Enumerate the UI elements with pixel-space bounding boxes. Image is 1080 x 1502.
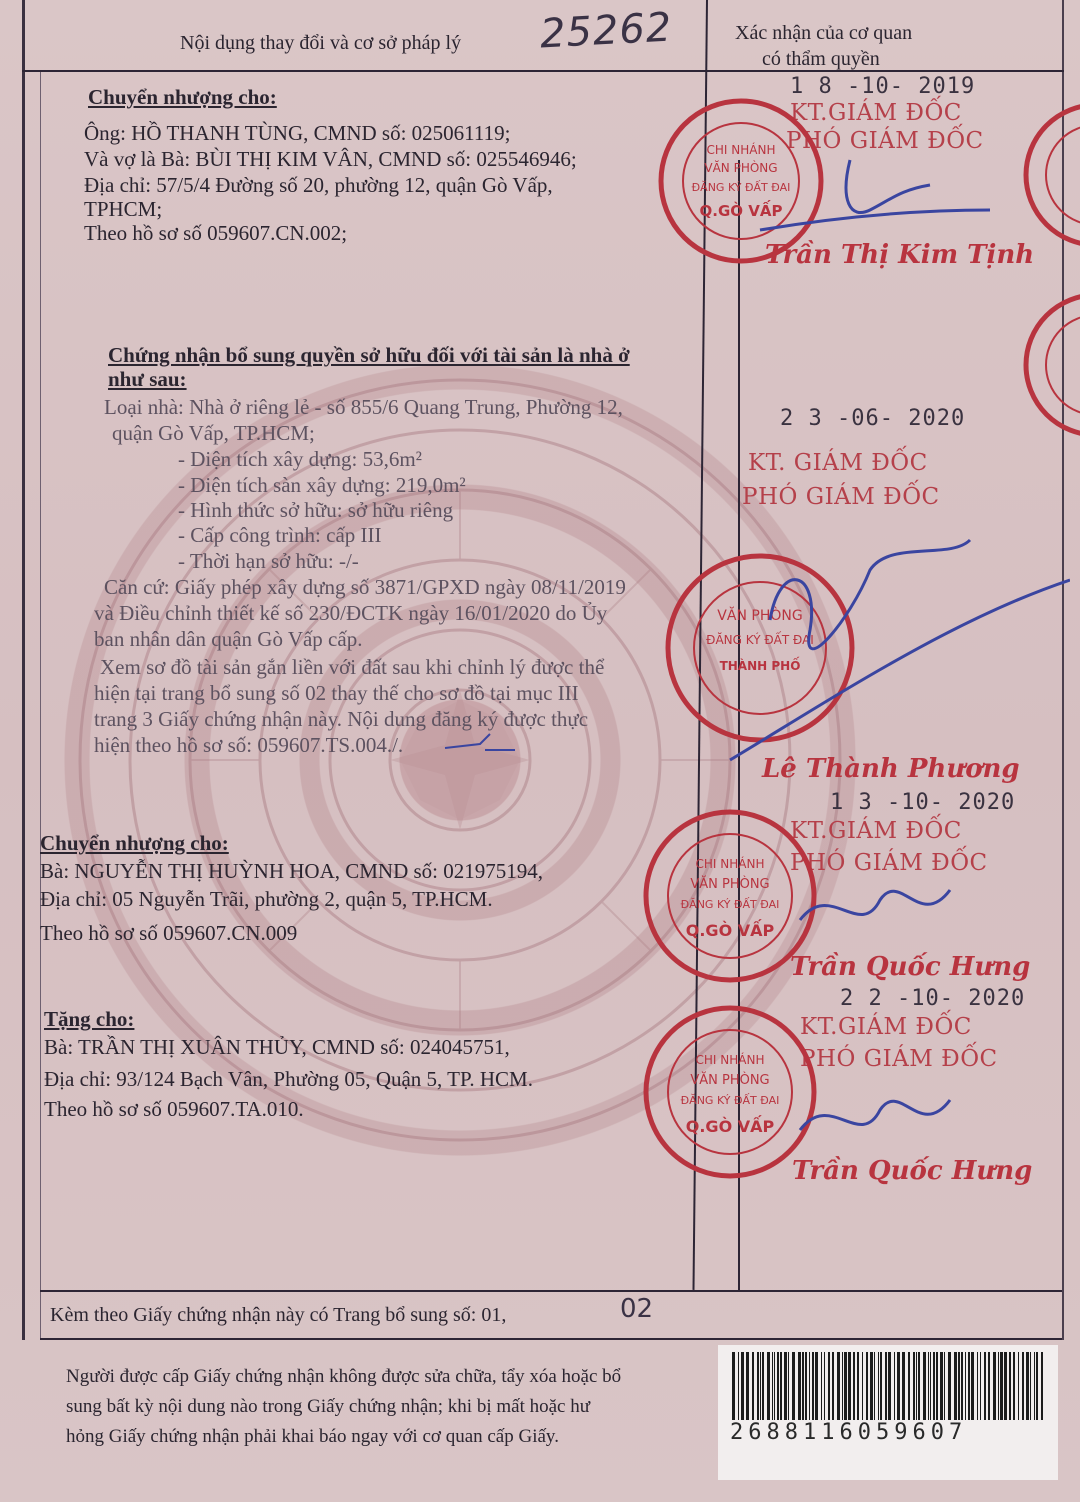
barcode-bar <box>961 1352 963 1420</box>
barcode-bar <box>760 1352 761 1420</box>
barcode-bar <box>988 1352 990 1420</box>
entry2-line7: - Thời hạn sở hữu: -/- <box>178 549 359 573</box>
barcode-bar <box>844 1352 847 1420</box>
barcode-bar <box>888 1352 891 1420</box>
entry2-line2: quận Gò Vấp, TP.HCM; <box>112 421 315 445</box>
barcode-bar <box>762 1352 764 1420</box>
entry2-line9: và Điều chỉnh thiết kế số 230/ĐCTK ngày 16/01/2020 do Ủy <box>94 601 608 625</box>
entry1-line4: TPHCM; <box>84 197 163 221</box>
entry1-title2: PHÓ GIÁM ĐỐC <box>786 128 984 154</box>
entry2-line8: Căn cứ: Giấy phép xây dựng số 3871/GPXD ngày 08/11/2019 <box>104 575 626 599</box>
barcode-bar <box>958 1352 960 1420</box>
attachment-note: Kèm theo Giấy chứng nhận này có Trang bổ sung số: 01, <box>50 1304 507 1326</box>
warning-line3: hỏng Giấy chứng nhận phải khai báo ngay với cơ quan cấp Giấy. <box>66 1426 559 1447</box>
entry3-heading: Chuyển nhượng cho: <box>40 831 229 855</box>
barcode-bar <box>746 1352 749 1420</box>
entry2-line13: trang 3 Giấy chứng nhận này. Nội dung đăng ký được thực <box>94 707 589 731</box>
barcode-bar <box>772 1352 773 1420</box>
entry2-title2: PHÓ GIÁM ĐỐC <box>742 484 940 510</box>
entry3-title2: PHÓ GIÁM ĐỐC <box>790 850 988 876</box>
barcode-bar <box>805 1352 807 1420</box>
red-seal-edge-2 <box>1014 290 1080 440</box>
barcode-bar <box>870 1352 873 1420</box>
seal4-line2: VĂN PHÒNG <box>690 1073 770 1088</box>
barcode-bar <box>738 1352 739 1420</box>
barcode-bar <box>1022 1352 1024 1420</box>
signature-3 <box>790 860 990 950</box>
left-inner-border <box>40 70 41 1340</box>
barcode-bar <box>767 1352 770 1420</box>
barcode-bar <box>1030 1352 1031 1420</box>
right-column-title-2: có thẩm quyền <box>762 48 880 70</box>
barcode-bar <box>815 1352 818 1420</box>
barcode-bar <box>965 1352 966 1420</box>
barcode-bar <box>998 1352 999 1420</box>
barcode-bar <box>984 1352 986 1420</box>
entry4-line3: Theo hồ sơ số 059607.TA.010. <box>44 1097 304 1121</box>
barcode-bar <box>809 1352 810 1420</box>
barcode-bar <box>1018 1352 1019 1420</box>
attachment-handwritten: 02 <box>620 1294 654 1324</box>
entry2-signer: Lê Thành Phương <box>762 754 1020 784</box>
barcode-bar <box>1000 1352 1003 1420</box>
footer-divider <box>40 1290 1062 1292</box>
barcode-bar <box>923 1352 926 1420</box>
barcode-bar <box>1004 1352 1007 1420</box>
handwritten-number: 25262 <box>538 4 674 58</box>
barcode-bar <box>918 1352 920 1420</box>
barcode-bar <box>1036 1352 1038 1420</box>
barcode-bar <box>784 1352 787 1420</box>
seal1-line3: ĐĂNG KÝ ĐẤT ĐAI <box>691 181 791 194</box>
entry4-title2: PHÓ GIÁM ĐỐC <box>800 1046 998 1072</box>
barcode-bar <box>857 1352 859 1420</box>
barcode <box>730 1352 1048 1420</box>
barcode-bar <box>902 1352 905 1420</box>
barcode-bar <box>944 1352 945 1420</box>
barcode-bar <box>821 1352 822 1420</box>
barcode-bar <box>1026 1352 1029 1420</box>
barcode-bar <box>828 1352 830 1420</box>
signature-1 <box>700 150 1000 250</box>
entry1-date: 1 8 -10- 2019 <box>790 74 976 99</box>
seal1-line2: VĂN PHÒNG <box>704 161 778 175</box>
entry2-line11: Xem sơ đồ tài sản gắn liền với đất sau khi chỉnh lý được thể <box>100 655 605 679</box>
barcode-bar <box>933 1352 935 1420</box>
barcode-bar <box>993 1352 996 1420</box>
barcode-bar <box>980 1352 981 1420</box>
barcode-bar <box>1009 1352 1011 1420</box>
barcode-bar <box>788 1352 789 1420</box>
seal2-line2: VĂN PHÒNG <box>717 608 803 624</box>
signature-4 <box>790 1070 990 1160</box>
barcode-bar <box>832 1352 834 1420</box>
entry3-date: 1 3 -10- 2020 <box>830 790 1016 815</box>
entry4-signer: Trần Quốc Hưng <box>792 1156 1033 1186</box>
entry1-line3: Địa chỉ: 57/5/4 Đường số 20, phường 12, quận Gò Vấp, <box>84 173 553 197</box>
warning-line1: Người được cấp Giấy chứng nhận không được sửa chữa, tẩy xóa hoặc bổ <box>66 1366 622 1387</box>
barcode-bar <box>971 1352 974 1420</box>
seal2-line3: ĐĂNG KÝ ĐẤT ĐAI <box>706 633 814 647</box>
entry2-title1: KT. GIÁM ĐỐC <box>748 450 928 476</box>
barcode-bar <box>880 1352 882 1420</box>
pen-mark <box>440 730 520 760</box>
barcode-bar <box>798 1352 801 1420</box>
barcode-bar <box>866 1352 868 1420</box>
barcode-bar <box>837 1352 840 1420</box>
seal3-line4: Q.GÒ VẤP <box>685 921 775 940</box>
barcode-bar <box>777 1352 779 1420</box>
barcode-bar <box>894 1352 895 1420</box>
barcode-bar <box>940 1352 943 1420</box>
barcode-bar <box>916 1352 917 1420</box>
signature-2 <box>690 500 1070 780</box>
entry2-line12: hiện tại trang bổ sung số 02 thay thế cho sơ đồ tại mục III <box>94 681 579 705</box>
entry4-date: 2 2 -10- 2020 <box>840 986 1026 1011</box>
barcode-bar <box>1041 1352 1043 1420</box>
barcode-bar <box>908 1352 910 1420</box>
left-column-title: Nội dụng thay đổi và cơ sở pháp lý <box>180 32 462 54</box>
seal1-line4: Q.GÒ VẤP <box>699 202 783 220</box>
entry3-title1: KT.GIÁM ĐỐC <box>790 818 962 844</box>
seal4-line3: ĐĂNG KÝ ĐẤT ĐAI <box>680 1094 780 1107</box>
barcode-bar <box>1013 1352 1015 1420</box>
entry2-line14: hiện theo hồ sơ số: 059607.TS.004./. <box>94 733 404 757</box>
entry4-line1: Bà: TRẦN THỊ XUÂN THỦY, CMND số: 024045751, <box>44 1035 510 1059</box>
barcode-bar <box>948 1352 951 1420</box>
entry1-signer: Trần Thị Kim Tịnh <box>765 240 1035 270</box>
entry4-title1: KT.GIÁM ĐỐC <box>800 1014 972 1040</box>
entry2-line3: - Diện tích xây dựng: 53,6m² <box>178 447 422 471</box>
barcode-bar <box>930 1352 931 1420</box>
entry3-line3: Theo hồ sơ số 059607.CN.009 <box>40 921 298 945</box>
entry3-line2: Địa chỉ: 05 Nguyễn Trãi, phường 2, quận 5, TP.HCM. <box>40 887 493 911</box>
barcode-bar <box>752 1352 754 1420</box>
barcode-bar <box>1034 1352 1035 1420</box>
barcode-bar <box>774 1352 775 1420</box>
barcode-bar <box>741 1352 744 1420</box>
barcode-bar <box>812 1352 814 1420</box>
barcode-bar <box>954 1352 957 1420</box>
barcode-bar <box>968 1352 970 1420</box>
entry2-line6: - Cấp công trình: cấp III <box>178 523 382 547</box>
seal3-line2: VĂN PHÒNG <box>690 877 770 892</box>
red-seal-edge-1 <box>1016 100 1080 250</box>
barcode-bar <box>878 1352 879 1420</box>
barcode-bar <box>792 1352 795 1420</box>
barcode-bar <box>913 1352 915 1420</box>
warning-line2: sung bất kỳ nội dung nào trong Giấy chứng nhận; khi bị mất hoặc hư <box>66 1396 591 1417</box>
entry2-line5: - Hình thức sở hữu: sở hữu riêng <box>178 498 454 522</box>
barcode-bar <box>732 1352 735 1420</box>
barcode-bar <box>977 1352 978 1420</box>
entry2-line4: - Diện tích sàn xây dựng: 219,0m² <box>178 473 466 497</box>
entry2-date: 2 3 -06- 2020 <box>780 406 966 431</box>
barcode-bar <box>897 1352 900 1420</box>
entry4-heading: Tặng cho: <box>44 1007 135 1031</box>
seal1-line1: CHI NHÁNH <box>706 143 776 157</box>
entry1-title1: KT.GIÁM ĐỐC <box>790 100 962 126</box>
barcode-number: 2688116059607 <box>730 1420 968 1445</box>
seal3-line1: CHI NHÁNH <box>695 857 765 871</box>
seal2-line4: THÀNH PHỐ <box>719 659 801 673</box>
barcode-bar <box>802 1352 804 1420</box>
entry3-signer: Trần Quốc Hưng <box>790 952 1031 982</box>
entry3-line1: Bà: NGUYỄN THỊ HUỲNH HOA, CMND số: 021975194, <box>40 859 544 883</box>
barcode-bar <box>853 1352 855 1420</box>
barcode-bar <box>848 1352 851 1420</box>
entry1-line1: Ông: HỒ THANH TÙNG, CMND số: 025061119; <box>84 121 511 145</box>
seal4-line4: Q.GÒ VẤP <box>685 1117 775 1136</box>
entry4-line2: Địa chỉ: 93/124 Bạch Vân, Phường 05, Quận 5, TP. HCM. <box>44 1067 533 1091</box>
entry1-line5: Theo hồ sơ số 059607.CN.002; <box>84 221 348 245</box>
footer-divider-2 <box>40 1338 1062 1340</box>
entry2-heading-1: Chứng nhận bổ sung quyền sở hữu đối với tài sản là nhà ở <box>108 343 630 367</box>
barcode-bar <box>928 1352 929 1420</box>
seal4-line1: CHI NHÁNH <box>695 1053 765 1067</box>
barcode-bar <box>885 1352 887 1420</box>
left-border <box>22 0 25 1340</box>
barcode-bar <box>824 1352 825 1420</box>
barcode-bar <box>757 1352 759 1420</box>
entry1-heading: Chuyển nhượng cho: <box>88 85 277 109</box>
entry1-line2: Và vợ là Bà: BÙI THỊ KIM VÂN, CMND số: 025546946; <box>84 147 577 171</box>
entry2-line10: ban nhân dân quận Gò Vấp cấp. <box>94 627 363 651</box>
barcode-bar <box>780 1352 782 1420</box>
entry2-line1: Loại nhà: Nhà ở riêng lẻ - số 855/6 Quang Trung, Phường 12, <box>104 395 623 419</box>
barcode-bar <box>842 1352 843 1420</box>
seal3-line3: ĐĂNG KÝ ĐẤT ĐAI <box>680 898 780 911</box>
barcode-bar <box>862 1352 863 1420</box>
barcode-bar <box>874 1352 875 1420</box>
right-column-title-1: Xác nhận của cơ quan <box>735 22 913 44</box>
barcode-bar <box>936 1352 938 1420</box>
entry2-heading-2: như sau: <box>108 367 187 391</box>
header-divider <box>22 70 1064 72</box>
